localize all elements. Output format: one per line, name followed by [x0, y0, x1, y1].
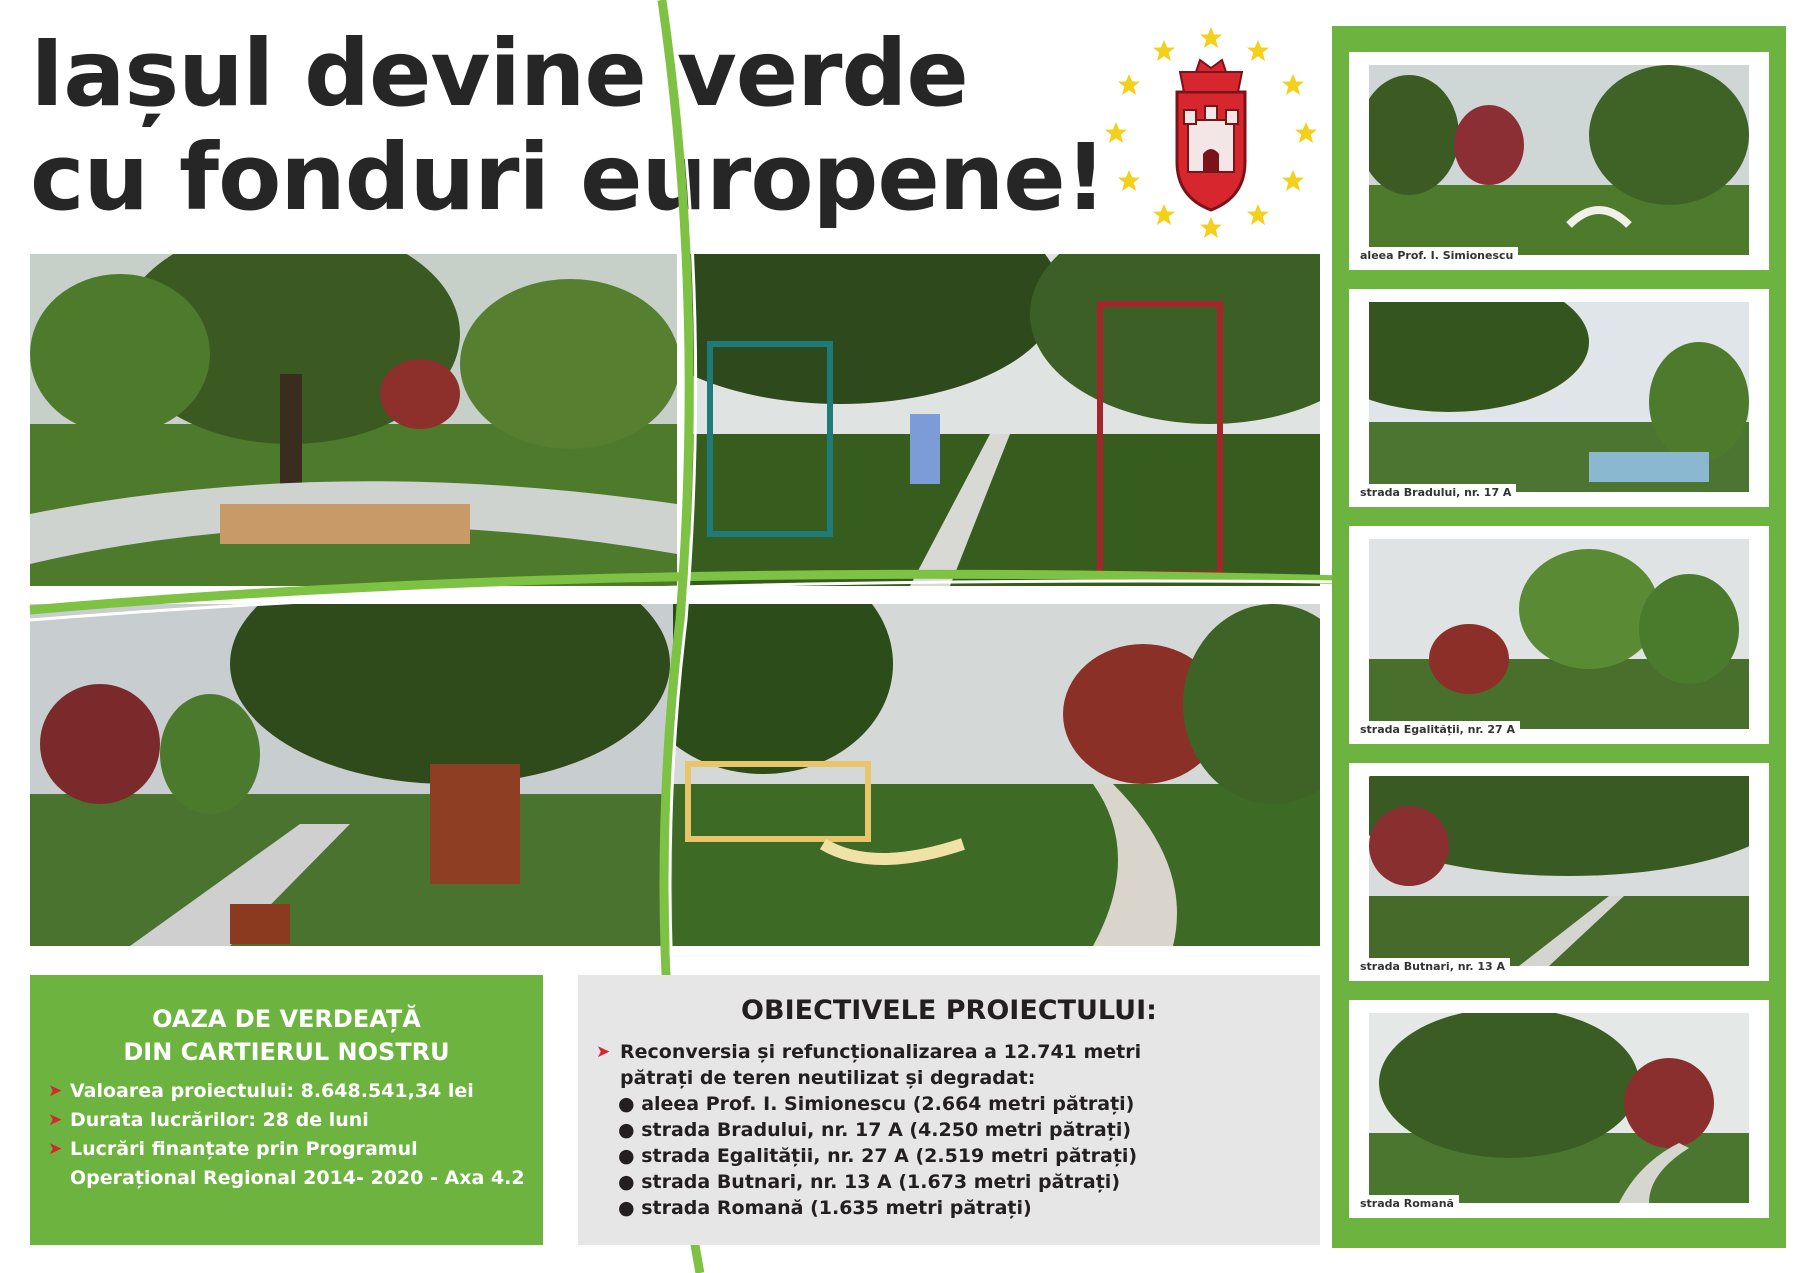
- info-heading-line-1: OAZA DE VERDEAȚĂ: [152, 1005, 421, 1033]
- page-title: [30, 22, 1106, 230]
- arrow-right-icon: ➤: [48, 1110, 63, 1130]
- park-rendering-top-left: [30, 254, 677, 586]
- thumbnail-egalitatii: [1349, 526, 1769, 744]
- thumbnail-image: [1369, 539, 1749, 729]
- thumbnail-butnari: [1349, 763, 1769, 981]
- arrow-right-icon: ➤: [48, 1139, 63, 1159]
- thumbnail-bradului: [1349, 289, 1769, 507]
- title-line-1: Iașul devine verde: [30, 20, 968, 127]
- thumbnail-romana: [1349, 1000, 1769, 1218]
- thumbnail-caption: strada Romană: [1355, 1195, 1459, 1212]
- objective-item: ● strada Egalității, nr. 27 A (2.519 metri pătrați): [618, 1145, 1138, 1167]
- objectives-list: [578, 1091, 1320, 1221]
- objectives-panel: [578, 975, 1320, 1245]
- info-list: [30, 1077, 543, 1193]
- arrow-right-icon: ➤: [596, 1042, 611, 1062]
- park-rendering-bottom-left: [30, 604, 675, 946]
- objectives-heading: OBIECTIVELE PROIECTULUI:: [741, 995, 1157, 1026]
- info-heading-line-2: DIN CARTIERUL NOSTRU: [123, 1038, 450, 1066]
- arrow-right-icon: ➤: [48, 1081, 63, 1101]
- info-panel-heading: [30, 1003, 543, 1069]
- title-line-2: cu fonduri europene!: [30, 124, 1106, 231]
- eu-stars-icon: [1100, 22, 1322, 244]
- thumbnail-caption: aleea Prof. I. Simionescu: [1355, 247, 1518, 264]
- thumbnail-image: [1369, 65, 1749, 255]
- thumbnail-image: [1369, 776, 1749, 966]
- park-rendering-bottom-right: [673, 604, 1320, 946]
- project-info-panel: [30, 975, 543, 1245]
- coat-of-arms-emblem: [1100, 22, 1322, 244]
- thumbnail-caption: strada Egalității, nr. 27 A: [1355, 721, 1520, 738]
- city-shield-icon: [1177, 60, 1245, 210]
- thumbnail-image: [1369, 1013, 1749, 1203]
- info-item-value: ➤ Valoarea proiectului: 8.648.541,34 lei: [48, 1077, 543, 1106]
- thumbnail-image: [1369, 302, 1749, 492]
- thumbnail-simionescu: [1349, 52, 1769, 270]
- park-rendering-top-right: [690, 254, 1320, 586]
- objective-item: ● strada Bradului, nr. 17 A (4.250 metri pătrați): [618, 1119, 1132, 1141]
- objective-item: ● strada Butnari, nr. 13 A (1.673 metri pătrați): [618, 1171, 1120, 1193]
- thumbnail-caption: strada Bradului, nr. 17 A: [1355, 484, 1516, 501]
- thumbnail-caption: strada Butnari, nr. 13 A: [1355, 958, 1510, 975]
- objectives-intro: ➤ Reconversia și refuncționalizarea a 12.741 metri pătrați de teren neutilizat și degradat:: [596, 1041, 1142, 1089]
- info-item-duration: ➤ Durata lucrărilor: 28 de luni: [48, 1106, 543, 1135]
- objective-item: ● aleea Prof. I. Simionescu (2.664 metri pătrați): [618, 1093, 1135, 1115]
- objective-item: ● strada Romană (1.635 metri pătrați): [618, 1197, 1032, 1219]
- info-item-funding: ➤ Lucrări finanțate prin Programul Operațional Regional 2014- 2020 - Axa 4.2: [48, 1135, 543, 1193]
